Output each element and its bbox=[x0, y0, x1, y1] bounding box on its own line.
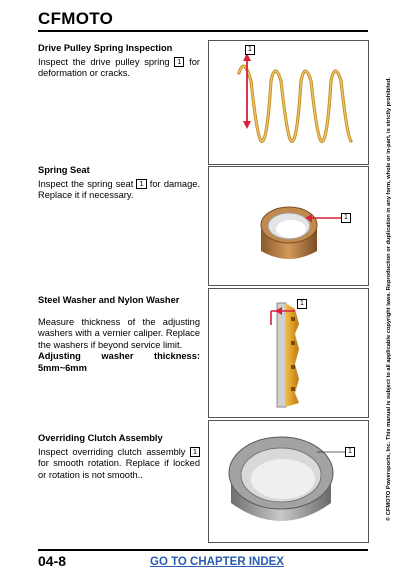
section-washers bbox=[38, 295, 200, 374]
copyright-notice bbox=[384, 79, 394, 519]
section-title: Spring Seat bbox=[38, 165, 90, 175]
figure-spring-seat bbox=[208, 166, 369, 286]
section-text: Inspect the drive pulley spring 1 for deformation or cracks. bbox=[38, 56, 201, 78]
clutch-illustration bbox=[209, 421, 368, 542]
figure-overriding-clutch bbox=[208, 420, 369, 543]
figure-drive-pulley-spring bbox=[208, 40, 369, 165]
callout-1: 1 bbox=[297, 299, 307, 309]
ref-number: 1 bbox=[190, 447, 200, 457]
section-text: Inspect the spring seat 1 for damage. Replace it if necessary. bbox=[38, 178, 201, 200]
page-number: 04-8 bbox=[38, 553, 67, 569]
brand-logo: CFMOTO bbox=[38, 9, 114, 28]
ref-number: 1 bbox=[136, 179, 146, 189]
section-title: Drive Pulley Spring Inspection bbox=[38, 43, 173, 53]
spring-illustration bbox=[209, 41, 368, 164]
washer-illustration bbox=[209, 289, 368, 417]
ref-number: 1 bbox=[174, 57, 184, 67]
callout-1: 1 bbox=[345, 447, 355, 457]
section-title: Steel Washer and Nylon Washer bbox=[38, 295, 180, 305]
section-text: Measure thickness of the adjusting washers with a vernier caliper. Replace the washers if beyond service limit. bbox=[38, 316, 200, 350]
section-drive-pulley-spring bbox=[38, 43, 200, 80]
section-overriding-clutch bbox=[38, 433, 200, 481]
washer-spec: Adjusting washer thickness: 5mm~6mm bbox=[38, 351, 200, 373]
copyright-text: © CFMOTO Powersports, Inc. This manual is subject to all applicable copyright laws. Reproduction or duplication in any form, whole or in-part, is strictly prohibited. bbox=[386, 77, 392, 521]
spring-seat-illustration bbox=[209, 167, 368, 285]
callout-1: 1 bbox=[245, 45, 255, 55]
figure-washers bbox=[208, 288, 369, 418]
footer-rule bbox=[38, 549, 368, 551]
section-text: Inspect overriding clutch assembly 1 for smooth rotation. Replace if locked or rotation is not smooth.. bbox=[38, 446, 200, 480]
section-spring-seat bbox=[38, 165, 200, 202]
chapter-index-link[interactable]: GO TO CHAPTER INDEX bbox=[150, 556, 284, 568]
callout-1: 1 bbox=[341, 213, 351, 223]
header-rule bbox=[38, 30, 368, 32]
section-title: Overriding Clutch Assembly bbox=[38, 433, 163, 443]
